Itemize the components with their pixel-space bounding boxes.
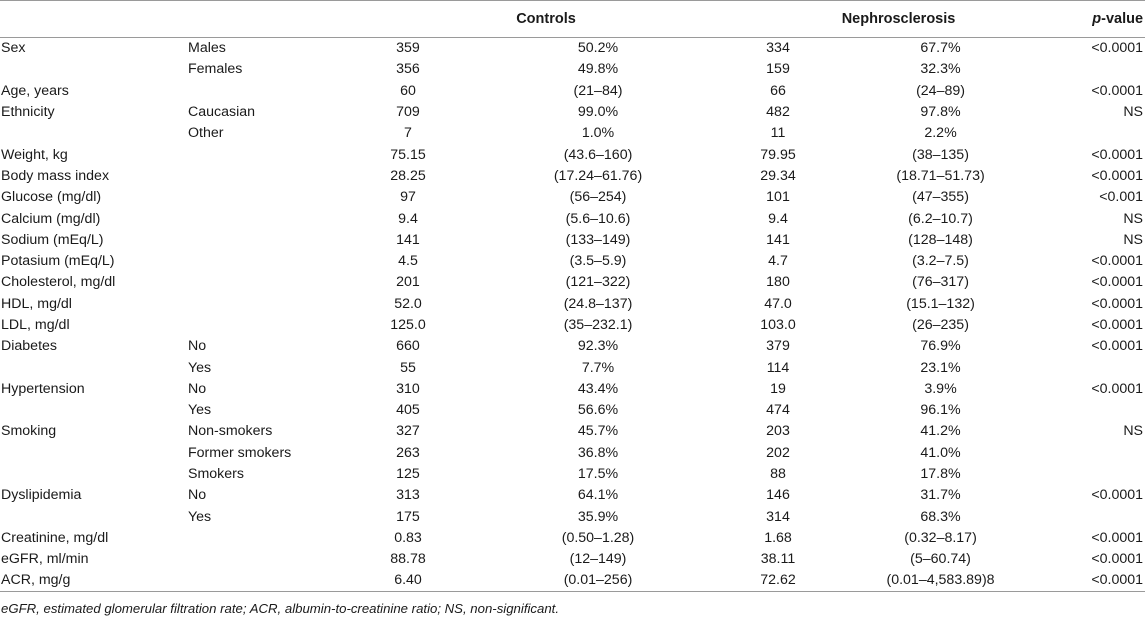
cell-controls-stat: 7.7%: [581, 359, 615, 376]
header-controls: Controls: [356, 1, 736, 38]
table-row: [0, 442, 1145, 463]
cell-controls-stat: (12–149): [569, 551, 627, 568]
cell-nephrosclerosis-stat: 96.1%: [920, 402, 961, 419]
cell-variable: Weight, kg: [1, 146, 68, 163]
cell-p-value: NS: [1123, 423, 1144, 440]
cell-variable: Age, years: [1, 82, 69, 99]
cell-variable: Sex: [1, 40, 26, 57]
table-row: [0, 144, 1145, 165]
cell-subgroup: [188, 80, 356, 101]
cell-nephrosclerosis-value: 1.68: [764, 529, 792, 546]
cell-subgroup: No: [188, 338, 207, 355]
cell-subgroup: No: [188, 487, 207, 504]
cell-controls-value: 97: [400, 189, 416, 206]
cell-nephrosclerosis-value: 114: [766, 359, 790, 376]
cell-nephrosclerosis-stat: 68.3%: [920, 508, 961, 525]
cell-p-value: [1061, 506, 1145, 527]
cell-subgroup: Yes: [188, 508, 212, 525]
header-p-rest: -value: [1101, 11, 1144, 27]
cell-subgroup: [188, 549, 356, 570]
cell-subgroup: [188, 208, 356, 229]
cell-p-value: <0.001: [1099, 189, 1144, 206]
cell-nephrosclerosis-stat: 3.9%: [924, 380, 957, 397]
header-p-value: [1061, 1, 1145, 38]
cell-nephrosclerosis-value: 203: [766, 423, 790, 440]
cell-variable: Smoking: [1, 423, 57, 440]
cell-variable: Cholesterol, mg/dl: [1, 274, 116, 291]
cell-controls-stat: 50.2%: [577, 40, 619, 57]
cell-nephrosclerosis-value: 314: [766, 508, 790, 525]
cell-controls-value: 201: [396, 274, 420, 291]
cell-nephrosclerosis-stat: (5–60.74): [910, 551, 971, 568]
table-footnote: eGFR, estimated glomerular filtration rate; ACR, albumin-to-creatinine ratio; NS, non-significant.: [1, 600, 560, 616]
cell-nephrosclerosis-stat: 97.8%: [920, 104, 961, 121]
cell-controls-stat: 17.5%: [577, 466, 619, 483]
cell-variable: Dyslipidemia: [1, 487, 82, 504]
table-row: [0, 400, 1145, 421]
cell-nephrosclerosis-stat: (76–317): [912, 274, 969, 291]
cell-subgroup: [188, 187, 356, 208]
cell-variable: [0, 442, 188, 463]
cell-p-value: <0.0001: [1091, 338, 1144, 355]
cell-variable: Creatinine, mg/dl: [1, 529, 109, 546]
cell-nephrosclerosis-stat: (18.71–51.73): [896, 167, 985, 184]
header-empty-subgroup: [188, 1, 356, 38]
cell-subgroup: [188, 272, 356, 293]
cell-variable: Calcium (mg/dl): [1, 210, 101, 227]
cell-variable: Body mass index: [1, 167, 110, 184]
table-row: [0, 463, 1145, 484]
cell-nephrosclerosis-stat: 2.2%: [924, 125, 957, 142]
table-row: [0, 123, 1145, 144]
cell-p-value: [1061, 357, 1145, 378]
cell-controls-value: 125.0: [390, 317, 426, 333]
cell-controls-stat: (121–322): [565, 274, 631, 291]
table-row: [0, 187, 1145, 208]
cell-variable: Potasium (mEq/L): [1, 253, 115, 270]
cell-nephrosclerosis-value: 4.7: [768, 253, 788, 270]
cell-nephrosclerosis-stat: (0.32–8.17): [904, 529, 977, 546]
cell-controls-stat: (0.50–1.28): [561, 529, 635, 546]
cell-nephrosclerosis-value: 180: [766, 274, 790, 291]
cell-controls-value: 356: [396, 61, 420, 78]
cell-nephrosclerosis-value: 379: [766, 338, 790, 355]
cell-controls-value: 709: [396, 104, 420, 121]
cell-nephrosclerosis-stat: (0.01–4,583.89)8: [820, 570, 1061, 591]
cell-p-value: [1061, 442, 1145, 463]
cell-subgroup: No: [188, 380, 207, 397]
cell-controls-value: 9.4: [398, 210, 418, 227]
cell-nephrosclerosis-value: 79.95: [760, 146, 796, 163]
cell-nephrosclerosis-stat: (26–235): [912, 317, 969, 333]
cell-p-value: [1061, 59, 1145, 80]
cell-controls-value: 313: [396, 487, 420, 504]
cell-controls-stat: 49.8%: [577, 61, 619, 78]
table-row: [0, 250, 1145, 271]
cell-nephrosclerosis-stat: 23.1%: [920, 359, 961, 376]
cell-nephrosclerosis-stat: (47–355): [912, 189, 969, 206]
cell-controls-stat: (35–232.1): [563, 317, 633, 333]
cell-p-value: [1061, 463, 1145, 484]
cell-variable: Glucose (mg/dl): [1, 189, 102, 206]
cell-subgroup: Former smokers: [188, 444, 292, 461]
cell-controls-value: 60: [400, 82, 416, 99]
cell-nephrosclerosis-stat: (38–135): [912, 146, 969, 163]
cell-controls-stat: (56–254): [569, 189, 627, 206]
cell-controls-value: 7: [404, 125, 412, 142]
cell-controls-stat: 36.8%: [577, 444, 619, 461]
cell-subgroup: [188, 314, 356, 335]
cell-controls-stat: (21–84): [573, 82, 623, 99]
cell-subgroup: Males: [188, 40, 226, 57]
cell-variable: Hypertension: [1, 380, 85, 397]
cell-nephrosclerosis-value: 47.0: [764, 295, 792, 312]
cell-nephrosclerosis-value: 146: [766, 487, 790, 504]
cell-controls-value: 6.40: [356, 570, 460, 591]
cell-nephrosclerosis-value: 29.34: [760, 167, 796, 184]
cell-variable: Sodium (mEq/L): [1, 231, 104, 248]
table-row: [0, 485, 1145, 506]
cell-nephrosclerosis-value: 101: [766, 189, 790, 206]
cell-nephrosclerosis-stat: (24–89): [916, 82, 965, 99]
table-row: [0, 229, 1145, 250]
cell-variable: [0, 123, 188, 144]
cell-controls-stat: (3.5–5.9): [569, 253, 627, 270]
header-nephrosclerosis: Nephrosclerosis: [736, 1, 1061, 38]
table-row: [0, 272, 1145, 293]
cell-variable: [0, 400, 188, 421]
cell-p-value: NS: [1123, 231, 1144, 248]
cell-p-value: <0.0001: [1091, 295, 1144, 312]
table-row: [0, 357, 1145, 378]
cell-nephrosclerosis-stat: 41.0%: [920, 444, 961, 461]
cell-subgroup: Non-smokers: [188, 423, 273, 440]
table-row: [0, 314, 1145, 335]
cell-variable: eGFR, ml/min: [1, 551, 89, 568]
table-row: [0, 378, 1145, 399]
table-row: [0, 101, 1145, 122]
cell-nephrosclerosis-stat: 76.9%: [920, 338, 961, 355]
cell-nephrosclerosis-value: 159: [766, 61, 790, 78]
cell-nephrosclerosis-value: 103.0: [760, 317, 796, 333]
cell-controls-stat: 43.4%: [577, 380, 619, 397]
cell-p-value: <0.0001: [1091, 529, 1144, 546]
table-row: [0, 527, 1145, 548]
cell-controls-stat: 92.3%: [577, 338, 619, 355]
cell-p-value: <0.0001: [1091, 487, 1144, 504]
cell-subgroup: Females: [188, 61, 243, 78]
cell-p-value: <0.0001: [1091, 551, 1144, 568]
table-row: [0, 80, 1145, 101]
cell-controls-value: 52.0: [394, 295, 422, 312]
cell-subgroup: [188, 527, 356, 548]
cell-subgroup: [188, 250, 356, 271]
table-row: [0, 549, 1145, 570]
table-row: [0, 59, 1145, 80]
cell-nephrosclerosis-value: 9.4: [768, 210, 788, 227]
cell-variable: HDL, mg/dl: [1, 295, 72, 312]
cell-nephrosclerosis-stat: (3.2–7.5): [912, 253, 969, 270]
cell-nephrosclerosis-value: 88: [770, 466, 786, 483]
table-body: [0, 38, 1145, 592]
cell-controls-stat: (17.24–61.76): [553, 167, 643, 184]
cell-nephrosclerosis-value: 474: [766, 402, 790, 419]
table-row: [0, 506, 1145, 527]
cell-nephrosclerosis-value: 72.62: [736, 570, 820, 591]
cell-controls-value: 125: [396, 466, 420, 483]
cell-controls-value: 405: [396, 402, 420, 419]
cell-controls-stat: (24.8–137): [563, 295, 633, 312]
table-row: [0, 570, 1145, 591]
cell-controls-stat: 56.6%: [577, 402, 619, 419]
cell-subgroup: Yes: [188, 359, 212, 376]
cell-controls-value: 327: [396, 423, 420, 440]
cell-controls-value: 175: [396, 508, 420, 525]
cell-controls-stat: 45.7%: [577, 423, 619, 440]
cell-p-value: <0.0001: [1091, 146, 1144, 163]
cell-variable: [0, 463, 188, 484]
table-row: [0, 421, 1145, 442]
cell-controls-value: 263: [396, 444, 420, 461]
header-p-italic: p: [1092, 11, 1102, 27]
cell-controls-stat: 99.0%: [577, 104, 619, 121]
table-row: [0, 293, 1145, 314]
cell-controls-value: 88.78: [390, 551, 426, 568]
cell-variable: [0, 506, 188, 527]
header-empty-variable: [0, 1, 188, 38]
cell-controls-stat: 64.1%: [577, 487, 619, 504]
cell-controls-stat: (0.01–256): [460, 570, 736, 591]
cell-controls-value: 310: [396, 380, 420, 397]
cell-nephrosclerosis-stat: 67.7%: [920, 40, 961, 57]
cell-subgroup: [188, 293, 356, 314]
cell-subgroup: Other: [188, 125, 224, 142]
cell-controls-value: 660: [396, 338, 420, 355]
cell-subgroup: Smokers: [188, 466, 244, 483]
cell-p-value: <0.0001: [1091, 82, 1144, 99]
cell-subgroup: [188, 165, 356, 186]
cell-controls-value: 359: [396, 40, 420, 57]
cell-controls-stat: (133–149): [565, 231, 631, 248]
cell-nephrosclerosis-value: 66: [770, 82, 786, 99]
cell-controls-stat: (5.6–10.6): [565, 210, 631, 227]
cell-controls-stat: (43.6–160): [563, 146, 633, 163]
cell-nephrosclerosis-stat: 17.8%: [920, 466, 961, 483]
cell-variable: ACR, mg/g: [0, 570, 188, 591]
table-row: [0, 208, 1145, 229]
cell-controls-value: 75.15: [390, 146, 426, 163]
table-row: [0, 336, 1145, 357]
cell-nephrosclerosis-stat: (6.2–10.7): [908, 210, 973, 227]
cell-variable: [0, 357, 188, 378]
cell-p-value: <0.0001: [1091, 380, 1144, 397]
cell-nephrosclerosis-value: 334: [766, 40, 790, 57]
cell-nephrosclerosis-stat: 31.7%: [920, 487, 961, 504]
cell-subgroup: Caucasian: [188, 104, 256, 121]
cell-subgroup: Yes: [188, 402, 212, 419]
cell-nephrosclerosis-stat: (128–148): [908, 231, 973, 248]
cell-variable: LDL, mg/dl: [1, 317, 70, 333]
cell-p-value: <0.0001: [1091, 40, 1144, 57]
cell-controls-value: 55: [400, 359, 416, 376]
cell-controls-stat: 35.9%: [577, 508, 619, 525]
cell-subgroup: [188, 570, 356, 591]
table-row: [0, 165, 1145, 186]
cell-p-value: [1061, 400, 1145, 421]
cell-nephrosclerosis-value: 141: [766, 231, 790, 248]
cell-subgroup: [188, 144, 356, 165]
cell-p-value: <0.0001: [1091, 274, 1144, 291]
cell-p-value: <0.0001: [1091, 167, 1144, 184]
cell-p-value: NS: [1123, 104, 1144, 121]
cell-variable: Ethnicity: [1, 104, 55, 121]
cell-nephrosclerosis-value: 11: [770, 125, 786, 142]
table-row: [0, 38, 1145, 59]
cell-controls-value: 141: [396, 231, 420, 248]
cell-nephrosclerosis-value: 19: [770, 380, 786, 397]
cell-p-value: NS: [1123, 210, 1144, 227]
cell-subgroup: [188, 229, 356, 250]
cell-nephrosclerosis-value: 38.11: [760, 551, 796, 568]
cell-nephrosclerosis-stat: 41.2%: [920, 423, 961, 440]
cell-variable: [0, 59, 188, 80]
cell-p-value: <0.0001: [1091, 317, 1144, 333]
cell-controls-stat: 1.0%: [581, 125, 615, 142]
cell-controls-value: 0.83: [394, 529, 422, 546]
cell-nephrosclerosis-stat: 32.3%: [920, 61, 961, 78]
cell-nephrosclerosis-value: 202: [766, 444, 790, 461]
cell-variable: Diabetes: [1, 338, 57, 355]
cell-controls-value: 28.25: [390, 167, 426, 184]
cell-p-value: [1061, 123, 1145, 144]
table-header-row: [0, 1, 1145, 38]
cell-nephrosclerosis-stat: (15.1–132): [906, 295, 975, 312]
cell-p-value: <0.0001: [1061, 570, 1145, 591]
cell-nephrosclerosis-value: 482: [766, 104, 790, 121]
cell-controls-value: 4.5: [398, 253, 418, 270]
cell-p-value: <0.0001: [1091, 253, 1144, 270]
